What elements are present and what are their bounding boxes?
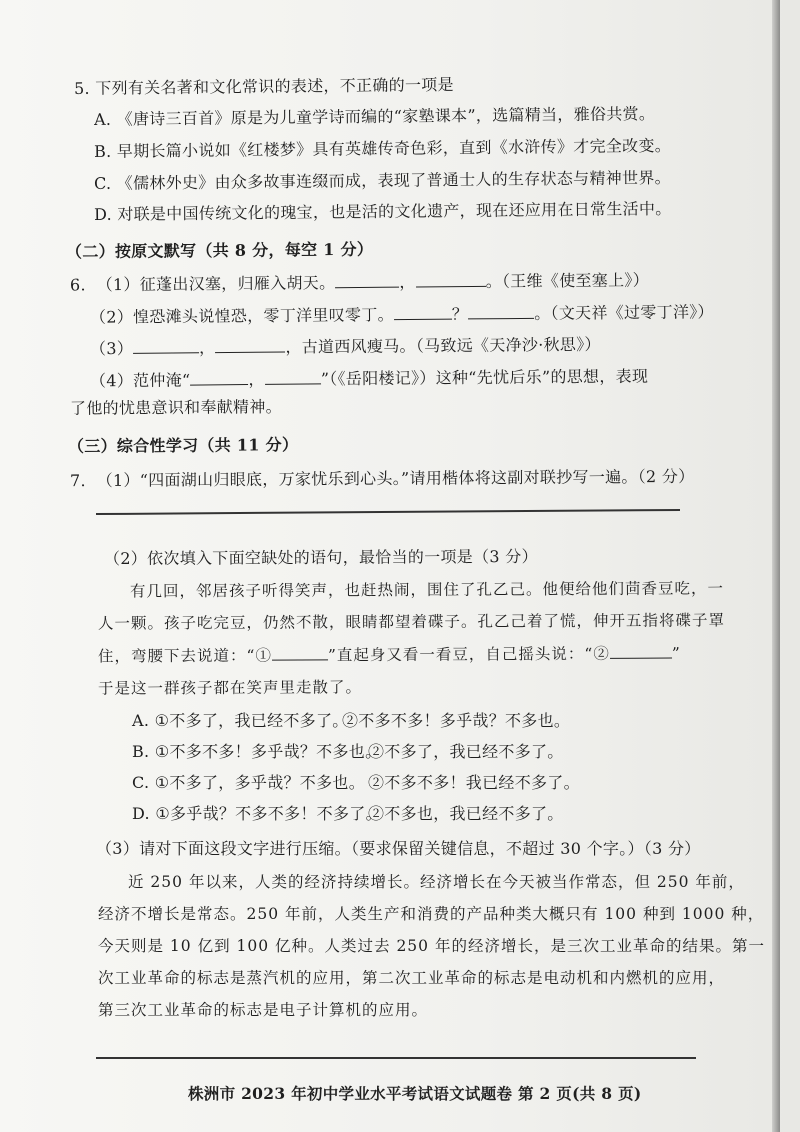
q7-part-1-text: （1）“四面湖山归眼底，万家忧乐到心头。”请用楷体将这副对联抄写一遍。（2 分） xyxy=(96,466,695,490)
page-footer: 株洲市 2023 年初中学业水平考试语文试题卷 第 2 页(共 8 页) xyxy=(188,1084,642,1103)
q6-1-given: （1）征蓬出汉塞，归雁入胡天。 xyxy=(96,273,336,295)
q6-2-given: （2）惶恐滩头说惶恐，零丁洋里叹零丁。 xyxy=(89,305,394,327)
q6-line-1 xyxy=(70,268,649,296)
q6-4-blank-b[interactable] xyxy=(265,367,321,384)
q6-4-source: ”（《岳阳楼记》）这种“先忧后乐”的思想，表现 xyxy=(320,366,649,389)
q7-text-line-4: 次工业革命的标志是蒸汽机的应用，第二次工业革命的标志是电动机和内燃机的应用， xyxy=(98,969,726,987)
q6-1-source: 。（王维《使至塞上》） xyxy=(485,270,650,291)
q7-option-b-1: B. ①不多不多！多乎哉？不多也。 xyxy=(132,742,382,761)
q6-line-2 xyxy=(90,300,714,328)
page-edge-shadow xyxy=(772,0,780,1132)
q7-option-a xyxy=(132,710,571,732)
q6-3-sep: ， xyxy=(199,338,216,358)
q7-passage-line-1: 有几回，邻居孩子听得笑声，也赶热闹，围住了孔乙己。他便给他们茴香豆吃，一 xyxy=(129,579,725,601)
q7-text-line-5: 第三次工业革命的标志是电子计算机的应用。 xyxy=(98,1001,429,1019)
q7-option-b-2: ②不多了，我已经不多了。 xyxy=(368,742,564,761)
q6-3-number: （3） xyxy=(89,338,134,359)
q7-option-b xyxy=(132,741,564,763)
q5-option-b: B. 早期长篇小说如《红楼梦》具有英雄传奇色彩，直到《水浒传》才完全改变。 xyxy=(93,135,672,162)
q6-number: 6. xyxy=(69,275,86,295)
q6-1-blank-b[interactable] xyxy=(416,270,486,288)
q7-number: 7. xyxy=(69,471,86,491)
q7-option-d xyxy=(132,803,564,825)
q6-1-sep: ， xyxy=(399,272,416,292)
q6-2-sep: ？ xyxy=(451,304,469,324)
q6-line-5: 了他的忧患意识和奉献精神。 xyxy=(69,397,282,418)
q7-passage-line-4: 于是这一群孩子都在笑声里走散了。 xyxy=(97,678,363,698)
q6-2-blank-a[interactable] xyxy=(394,303,452,321)
q6-4-blank-a[interactable] xyxy=(190,368,248,386)
q6-line-4 xyxy=(90,365,648,393)
q6-2-source: 。（文天祥《过零丁洋》） xyxy=(534,302,714,323)
q7-option-c xyxy=(132,772,580,794)
q7-text-line-3: 今天则是 10 亿到 100 亿种。人类过去 250 年的经济增长，是三次工业革命的结果。第一 xyxy=(98,937,765,955)
q6-4-sep: ， xyxy=(248,369,265,390)
q7-passage-3b: ”直起身又看一看豆，自己摇头说：“② xyxy=(327,644,610,665)
q6-line-3 xyxy=(90,333,601,360)
q6-3-blank-b[interactable] xyxy=(215,336,285,354)
q7-blank-1[interactable] xyxy=(272,643,328,660)
q7-passage-3c: ” xyxy=(671,644,681,663)
q5-option-a: A. 《唐诗三百首》原是为儿童学诗而编的“家塾课本”，选篇精当，雅俗共赏。 xyxy=(93,104,656,129)
q7-option-c-1: C. ①不多了，多乎哉？不多也。 xyxy=(132,773,365,792)
q7-option-d-2: ②不多也，我已经不多了。 xyxy=(368,804,564,823)
q7-option-d-1: D. ①多乎哉？不多不多！不多了。 xyxy=(132,804,382,823)
q7-option-a-1: A. ①不多了，我已经不多了。 xyxy=(132,711,349,730)
section-3-heading: （三）综合性学习（共 11 分） xyxy=(67,435,299,456)
q7-blank-2[interactable] xyxy=(610,642,672,659)
section-2-heading: （二）按原文默写（共 8 分，每空 1 分） xyxy=(65,239,374,262)
q6-2-blank-b[interactable] xyxy=(468,302,534,320)
q7-part-3: （3）请对下面这段文字进行压缩。（要求保留关键信息，不超过 30 个字。）（3 分） xyxy=(96,839,701,858)
q7-passage-line-2: 人一颗。孩子吃完豆，仍然不散，眼睛都望着碟子。孔乙己着了慌，伸开五指将碟子罩 xyxy=(97,611,726,633)
q6-3-source: ，古道西风瘦马。（马致远《天净沙·秋思》） xyxy=(285,334,601,357)
q7-answer-line[interactable] xyxy=(96,509,680,515)
q7-part-1 xyxy=(70,466,695,492)
q6-3-blank-a[interactable] xyxy=(133,336,199,354)
q7-option-c-2: ②不多不多！我已经不多了。 xyxy=(368,773,580,792)
q5-option-d: D. 对联是中国传统文化的瑰宝，也是活的文化遗产，现在还应用在日常生活中。 xyxy=(93,198,672,225)
q7-text-line-1: 近 250 年以来，人类的经济持续增长。经济增长在今天被当作常态，但 250 年前， xyxy=(128,873,745,891)
q7-passage-line-3 xyxy=(98,641,681,667)
q6-4-given: （4）范仲淹“ xyxy=(89,370,191,391)
q7-option-a-2: ②不多不多！多乎哉？不多也。 xyxy=(342,711,571,730)
q7-passage-3a: 住，弯腰下去说道：“① xyxy=(97,646,272,666)
q5-option-c: C. 《儒林外史》由众多故事连缀而成，表现了普通士人的生存状态与精神世界。 xyxy=(93,167,672,194)
q7-part-2: （2）依次填入下面空缺处的语句，最恰当的一项是（3 分） xyxy=(103,546,538,569)
q6-1-blank-a[interactable] xyxy=(335,271,399,289)
footer-divider xyxy=(96,1057,696,1059)
q7-text-line-2: 经济不增长是常态。250 年前，人类生产和消费的产品种类大概只有 100 种到 1000 种， xyxy=(98,905,765,923)
q5-stem: 5. 下列有关名著和文化常识的表述，不正确的一项是 xyxy=(73,75,454,98)
